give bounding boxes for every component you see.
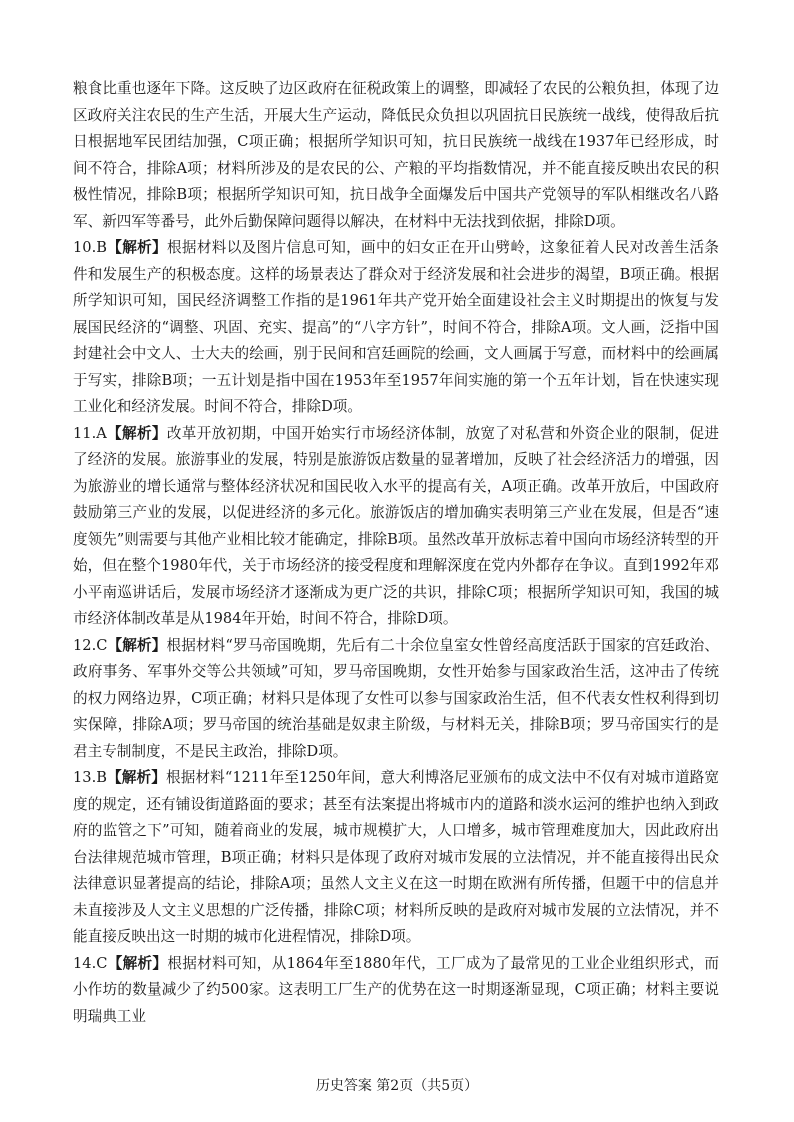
analysis-tag: 【解析】 xyxy=(107,636,167,654)
answer-item-13 xyxy=(73,765,719,951)
analysis-tag: 【解析】 xyxy=(107,954,168,972)
page-footer: 历史答案 第2页（共5页） xyxy=(315,1078,479,1094)
answer-number: 14.C xyxy=(73,954,108,972)
answer-number: 10.B xyxy=(73,239,107,256)
answer-item-14 xyxy=(73,951,719,1031)
answer-item-11 xyxy=(73,421,719,633)
answer-number: 11.A xyxy=(73,424,107,442)
answer-content xyxy=(73,76,719,1030)
answer-text: 根据材料以及图片信息可知，画中的妇女正在开山劈岭，这象征着人民对改善生活条件和发展生产的积极态度。这样的场景表达了群众对于经济发展和社会进步的渴望，B项正确。根据所学知识可知，国民经济调整工作指的是1961年共产党开始全面建设社会主义时期提出的恢复与发展国民经济的“调整、巩固、充实、提高”的“八字方针”，时间不符合，排除A项。文人画，泛指中国封建社会中文人、士大夫的绘画，别于民间和宫廷画院的绘画，文人画属于写意，而材料中的绘画属于写实，排除B项；一五计划是指中国在1953年至1957年间实施的第一个五年计划，旨在快速实现工业化和经济发展。时间不符合，排除D项。 xyxy=(73,239,719,415)
answer-text: 根据材料可知，从1864年至1880年代，工厂成为了最常见的工业企业组织形式，而小作坊的数量减少了约500家。这表明工厂生产的优势在这一时期逐渐显现，C项正确；材料主要说明瑞典工业 xyxy=(73,954,719,1025)
answer-number: 13.B xyxy=(73,769,107,786)
answer-text: 根据材料“1211年至1250年间，意大利博洛尼亚颁布的成文法中不仅有对城市道路宽度的规定，还有铺设街道路面的要求；甚至有法案提出将城市内的道路和淡水运河的维护也纳入到政府的监管之下”可知，随着商业的发展，城市规模扩大，人口增多，城市管理难度加大，因此政府出台法律规范城市管理，B项正确；材料只是体现了政府对城市发展的立法情况，并不能直接得出民众法律意识显著提高的结论，排除A项；虽然人文主义在这一时期在欧洲有所传播，但题干中的信息并未直接涉及人文主义思想的广泛传播，排除C项；材料所反映的是政府对城市发展的立法情况，并不能直接反映出这一时期的城市化进程情况，排除D项。 xyxy=(73,769,719,945)
analysis-tag: 【解析】 xyxy=(106,424,167,442)
answer-item-10 xyxy=(73,235,719,421)
answer-text: 根据材料“罗马帝国晚期，先后有二十余位皇室女性曾经高度活跃于国家的宫廷政治、政府事务、军事外交等公共领域”可知，罗马帝国晚期，女性开始参与国家政治生活，这冲击了传统的权力网络边界，C项正确；材料只是体现了女性可以参与国家政治生活，但不代表女性权利得到切实保障，排除A项；罗马帝国的统治基础是奴隶主阶级，与材料无关，排除B项；罗马帝国实行的是君主专制制度，不是民主政治，排除D项。 xyxy=(73,636,719,760)
answer-number: 12.C xyxy=(73,636,108,654)
continuation-paragraph: 粮食比重也逐年下降。这反映了边区政府在征税政策上的调整，即减轻了农民的公粮负担，体现了边区政府关注农民的生产生活，开展大生产运动，降低民众负担以巩固抗日民族统一战线，使得敌后抗日根据地军民团结加强，C项正确；根据所学知识可知，抗日民族统一战线在1937年已经形成，时间不符合，排除A项；材料所涉及的是农民的公、产粮的平均指数情况，并不能直接反映出农民的积极性情况，排除B项；根据所学知识可知，抗日战争全面爆发后中国共产党领导的军队相继改名八路军、新四军等番号，此外后勤保障问题得以解决，在材料中无法找到依据，排除D项。 xyxy=(73,80,719,230)
answer-text: 改革开放初期，中国开始实行市场经济体制，放宽了对私营和外资企业的限制，促进了经济的发展。旅游事业的发展，特别是旅游饭店数量的显著增加，反映了社会经济活力的增强，因为旅游业的增长通常与整体经济状况和国民收入水平的提高有关，A项正确。改革开放后，中国政府鼓励第三产业的发展，以促进经济的多元化。旅游饭店的增加确实表明第三产业在发展，但是否“速度领先”则需要与其他产业相比较才能确定，排除B项。虽然改革开放标志着中国向市场经济转型的开始，但在整个1980年代，关于市场经济的接受程度和理解深度在党内外都存在争议。直到1992年邓小平南巡讲话后，发展市场经济才逐渐成为更广泛的共识，排除C项；根据所学知识可知，我国的城市经济体制改革是从1984年开始，时间不符合，排除D项。 xyxy=(73,424,719,627)
analysis-tag: 【解析】 xyxy=(106,769,166,786)
answer-item-12 xyxy=(73,633,719,766)
analysis-tag: 【解析】 xyxy=(106,239,167,256)
